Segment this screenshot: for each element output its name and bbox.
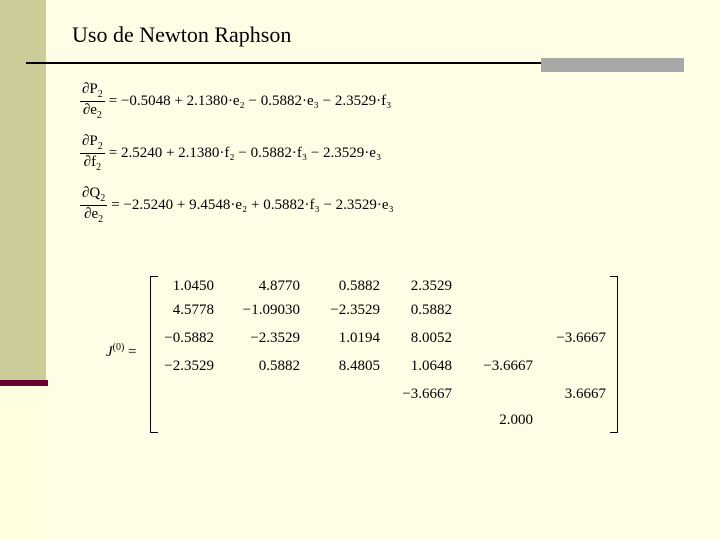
denominator: ∂e: [82, 102, 97, 118]
matrix-cell: 2.3529: [410, 278, 452, 294]
partial-fraction: [80, 134, 105, 173]
denominator: ∂e: [84, 206, 99, 222]
denominator: ∂f: [83, 154, 97, 170]
matrix-cell: 1.0194: [338, 330, 380, 346]
matrix-cell: −0.5882: [164, 330, 214, 346]
equation-dP2-de2: [80, 82, 391, 121]
matrix-cell: 1.0450: [172, 278, 214, 294]
matrix-cell: 4.8770: [258, 278, 300, 294]
matrix-cell: −2.3529: [164, 358, 214, 374]
numerator-subscript: 2: [100, 193, 106, 204]
matrix-cell: −3.6667: [483, 358, 533, 374]
matrix-cell: 0.5882: [258, 358, 300, 374]
title-accent-bar: [541, 58, 684, 72]
equation-dQ2-de2: [80, 186, 394, 225]
matrix-cell: 1.0648: [410, 358, 452, 374]
jacobian-label: [106, 342, 137, 361]
equation-dP2-df2: [80, 134, 381, 173]
numerator: ∂P: [82, 133, 98, 149]
partial-fraction: [80, 186, 107, 225]
jacobian-superscript: (0): [112, 342, 125, 353]
numerator-subscript: 2: [97, 89, 103, 100]
matrix-right-bracket: [610, 276, 618, 433]
sidebar-top-band: [0, 0, 46, 382]
numerator: ∂Q: [82, 185, 101, 201]
matrix-cell: 8.4805: [338, 358, 380, 374]
matrix-left-bracket: [150, 276, 158, 433]
numerator: ∂P: [82, 81, 98, 97]
matrix-cell: −3.6667: [402, 386, 452, 402]
jacobian-equals: =: [128, 344, 137, 360]
numerator-subscript: 2: [97, 141, 103, 152]
matrix-cell: 0.5882: [410, 302, 452, 318]
equation-rhs: = −2.5240 + 9.4548·e₂ + 0.5882·f₃ − 2.3529·e₃: [111, 197, 394, 213]
matrix-cell: −1.09030: [242, 302, 300, 318]
denominator-subscript: 2: [96, 162, 102, 173]
matrix-cell: 0.5882: [338, 278, 380, 294]
equation-rhs: = −0.5048 + 2.1380·e₂ − 0.5882·e₃ − 2.3529·f₃: [108, 93, 392, 109]
matrix-cell: 3.6667: [564, 386, 606, 402]
sidebar-accent-bar: [0, 380, 48, 386]
equation-rhs: = 2.5240 + 2.1380·f₂ − 0.5882·f₃ − 2.3529·e₃: [108, 145, 382, 161]
matrix-cell: −3.6667: [556, 330, 606, 346]
partial-fraction: [80, 82, 105, 121]
matrix-cell: 2.000: [499, 412, 533, 428]
denominator-subscript: 2: [98, 214, 104, 225]
slide-title: Uso de Newton Raphson: [72, 22, 292, 47]
matrix-cell: −2.3529: [330, 302, 380, 318]
denominator-subscript: 2: [96, 110, 102, 121]
matrix-cell: 4.5778: [172, 302, 214, 318]
matrix-cell: 8.0052: [410, 330, 452, 346]
jacobian-symbol: J: [106, 344, 113, 360]
matrix-cell: −2.3529: [250, 330, 300, 346]
